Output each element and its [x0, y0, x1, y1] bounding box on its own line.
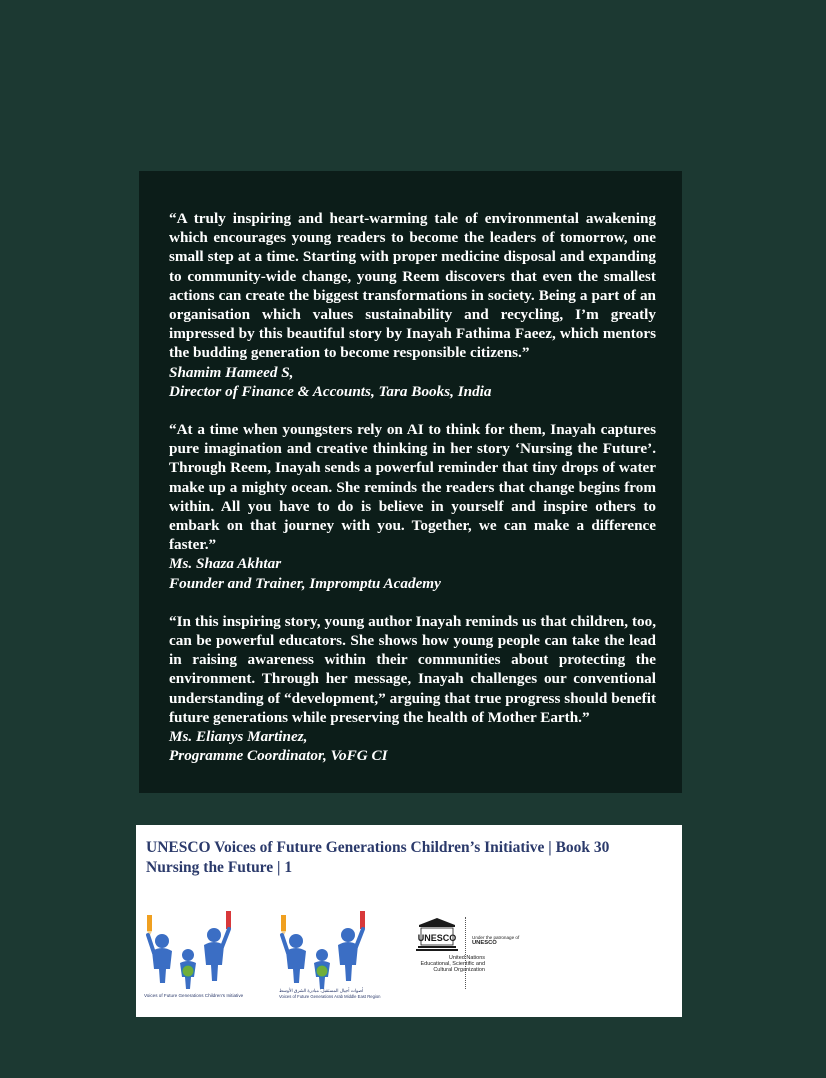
unesco-logo — [391, 917, 541, 997]
vofg-arab-logo — [276, 911, 381, 1001]
unesco-line: Cultural Organization — [433, 967, 485, 974]
children-figures-icon — [276, 911, 376, 991]
testimonial-author: Ms. Elianys Martinez, — [169, 728, 308, 746]
vofg-arab-caption: Voices of Future Generations Arab Middle East Region — [279, 994, 381, 999]
series-title — [146, 838, 609, 877]
testimonial-1 — [169, 209, 656, 401]
vofg-arab-caption-arabic: أصوات أجيال المستقبل: مبادرة الشرق الأوسط — [279, 988, 364, 993]
children-figures-icon — [142, 911, 242, 991]
unesco-wordmark: UNESCO — [417, 933, 457, 943]
testimonial-3 — [169, 612, 656, 766]
unesco-line: Educational, Scientific and — [420, 961, 485, 968]
unesco-name — [409, 955, 485, 974]
dotted-divider — [465, 917, 466, 989]
patronage-small: Under the patronage of — [472, 935, 520, 940]
testimonials-panel — [139, 171, 682, 793]
vofg-logo-caption: Voices of Future Generations Children's Initiative — [144, 993, 244, 998]
patronage-label — [472, 935, 519, 946]
unesco-line: United Nations — [448, 955, 485, 961]
testimonial-2 — [169, 420, 656, 593]
testimonial-role: Director of Finance & Accounts, Tara Books, India — [169, 382, 492, 400]
testimonial-quote: “A truly inspiring and heart-warming tale of environmental awakening which encourages young readers to become the leaders of tomorrow, one small step at a time. Starting with proper medicine disposal and expanding to community-wide change, young Reem discovers that even the smallest actions can create the biggest transformations in society. Being a part of an organisation which values sustainability and recycling, I’m greatly impressed by this beautiful story by Inayah Fathima Faeez, which mentors the budding generation to become responsible citizens.” — [169, 210, 656, 362]
testimonial-author: Shamim Hameed S, — [169, 363, 294, 381]
testimonial-quote: “At a time when youngsters rely on AI to think for them, Inayah captures pure imagination and creative thinking in her story ‘Nursing the Future’. Through Reem, Inayah sends a powerful reminder that tiny drops of water make up a mighty ocean. She reminds the readers that change begins from within. All you have to do is believe in yourself and inspire others to embark on that journey with you. Together, we can make a difference faster.” — [169, 421, 656, 554]
testimonial-role: Programme Coordinator, VoFG CI — [169, 747, 388, 765]
testimonial-quote: “In this inspiring story, young author Inayah reminds us that children, too, can be powerful educators. She shows how young people can take the lead in raising awareness within their communities about protecting the environment. Through her message, Inayah challenges our conventional understanding of “development,” arguing that true progress should benefit future generations while preserving the health of Mother Earth.” — [169, 612, 656, 726]
book-title-line: Nursing the Future | 1 — [146, 858, 293, 876]
testimonial-role: Founder and Trainer, Impromptu Academy — [169, 574, 441, 592]
testimonial-author: Ms. Shaza Akhtar — [169, 555, 282, 573]
patronage-big: UNESCO — [472, 940, 497, 946]
vofg-logo — [142, 911, 242, 1001]
footer-panel — [136, 825, 682, 1017]
series-line: UNESCO Voices of Future Generations Children’s Initiative | Book 30 — [146, 839, 610, 856]
